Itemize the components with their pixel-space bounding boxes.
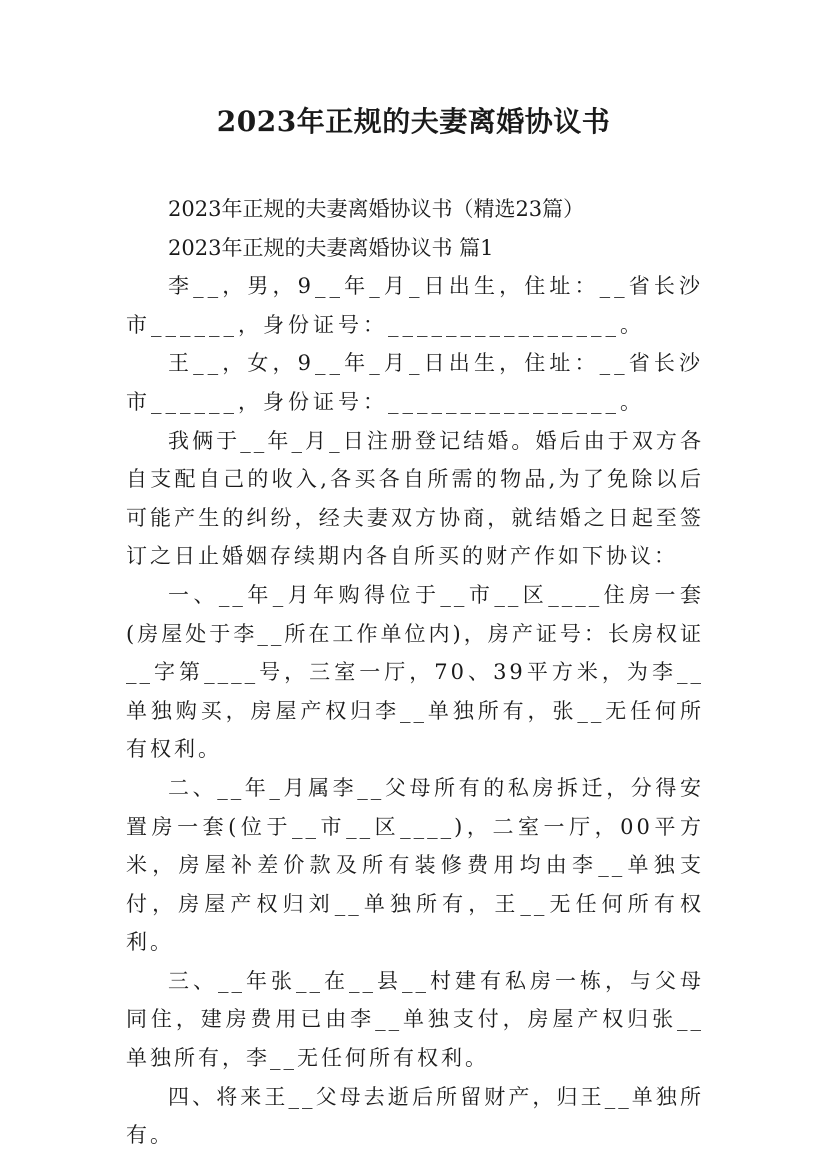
party-paragraph-husband: 李__，男，9__年_月_日出生，住址：__省长沙市______，身份证号：________________。 [126, 274, 704, 337]
section-heading: 2023年正规的夫妻离婚协议书 篇1 [168, 235, 494, 260]
clause-paragraph-1: 一、__年_月年购得位于__市__区____住房一套(房屋处于李__所在工作单位内)，房产证号：长房权证__字第____号，三室一厅，70、39平方米，为李__单独购买，房屋产权归李__单独所有，张__无任何所有权利。 [126, 582, 704, 762]
document-body [126, 190, 704, 1155]
party-paragraph-wife: 王__，女，9__年_月_日出生，住址：__省长沙市______，身份证号：________________。 [126, 351, 704, 414]
clause-paragraph-3: 三、__年张__在__县__村建有私房一栋，与父母同住，建房费用已由李__单独支付，房屋产权归张__单独所有，李__无任何所有权利。 [126, 968, 704, 1071]
clause-paragraph-4: 四、将来王__父母去逝后所留财产，归王__单独所有。 [126, 1084, 704, 1148]
clause-paragraph-2: 二、__年_月属李__父母所有的私房拆迁，分得安置房一套(位于__市__区____)，二室一厅，00平方米，房屋补差价款及所有装修费用均由李__单独支付，房屋产权归刘__单独所有，王__无任何所有权利。 [126, 775, 704, 955]
intro-paragraph: 我俩于__年_月_日注册登记结婚。婚后由于双方各自支配自己的收入,各买各自所需的物品,为了免除以后可能产生的纠纷，经夫妻双方协商，就结婚之日起至签订之日止婚姻存续期内各自所买的财产作如下协议： [126, 428, 704, 569]
document-title: 2023年正规的夫妻离婚协议书 [216, 105, 611, 138]
document-subtitle: 2023年正规的夫妻离婚协议书（精选23篇） [168, 197, 585, 221]
